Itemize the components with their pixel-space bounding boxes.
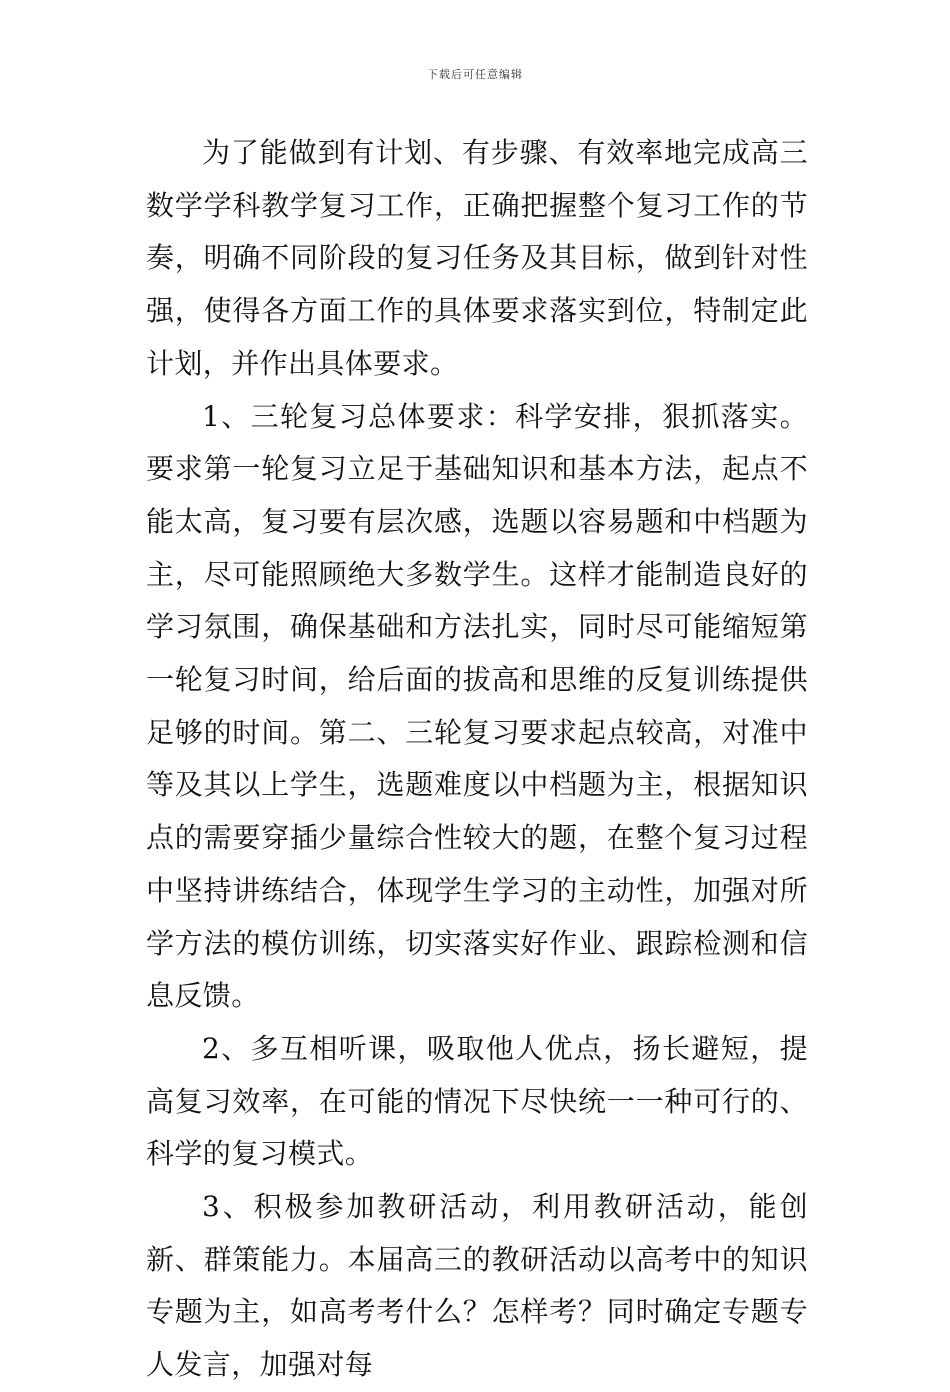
document-body	[146, 127, 808, 1392]
paragraph-intro: 为了能做到有计划、有步骤、有效率地完成高三数学学科教学复习工作，正确把握整个复习工作的节奏，明确不同阶段的复习任务及其目标，做到针对性强，使得各方面工作的具体要求落实到位，特制定此计划，并作出具体要求。	[146, 136, 808, 380]
paragraph-item-1: 1、三轮复习总体要求：科学安排，狠抓落实。要求第一轮复习立足于基础知识和基本方法，起点不能太高，复习要有层次感，选题以容易题和中档题为主，尽可能照顾绝大多数学生。这样才能制造良好的学习氛围，确保基础和方法扎实，同时尽可能缩短第一轮复习时间，给后面的拔高和思维的反复训练提供足够的时间。第二、三轮复习要求起点较高，对准中等及其以上学生，选题难度以中档题为主，根据知识点的需要穿插少量综合性较大的题，在整个复习过程中坚持讲练结合，体现学生学习的主动性，加强对所学方法的模仿训练，切实落实好作业、跟踪检测和信息反馈。	[146, 399, 808, 1013]
header-note: 下载后可任意编辑	[427, 68, 523, 81]
paragraph-item-2: 2、多互相听课，吸取他人优点，扬长避短，提高复习效率，在可能的情况下尽快统一一种可行的、科学的复习模式。	[146, 1031, 808, 1171]
paragraph-item-3: 3、积极参加教研活动，利用教研活动，能创新、群策能力。本届高三的教研活动以高考中的知识专题为主，如高考考什么？怎样考？同时确定专题专人发言，加强对每	[146, 1190, 808, 1382]
